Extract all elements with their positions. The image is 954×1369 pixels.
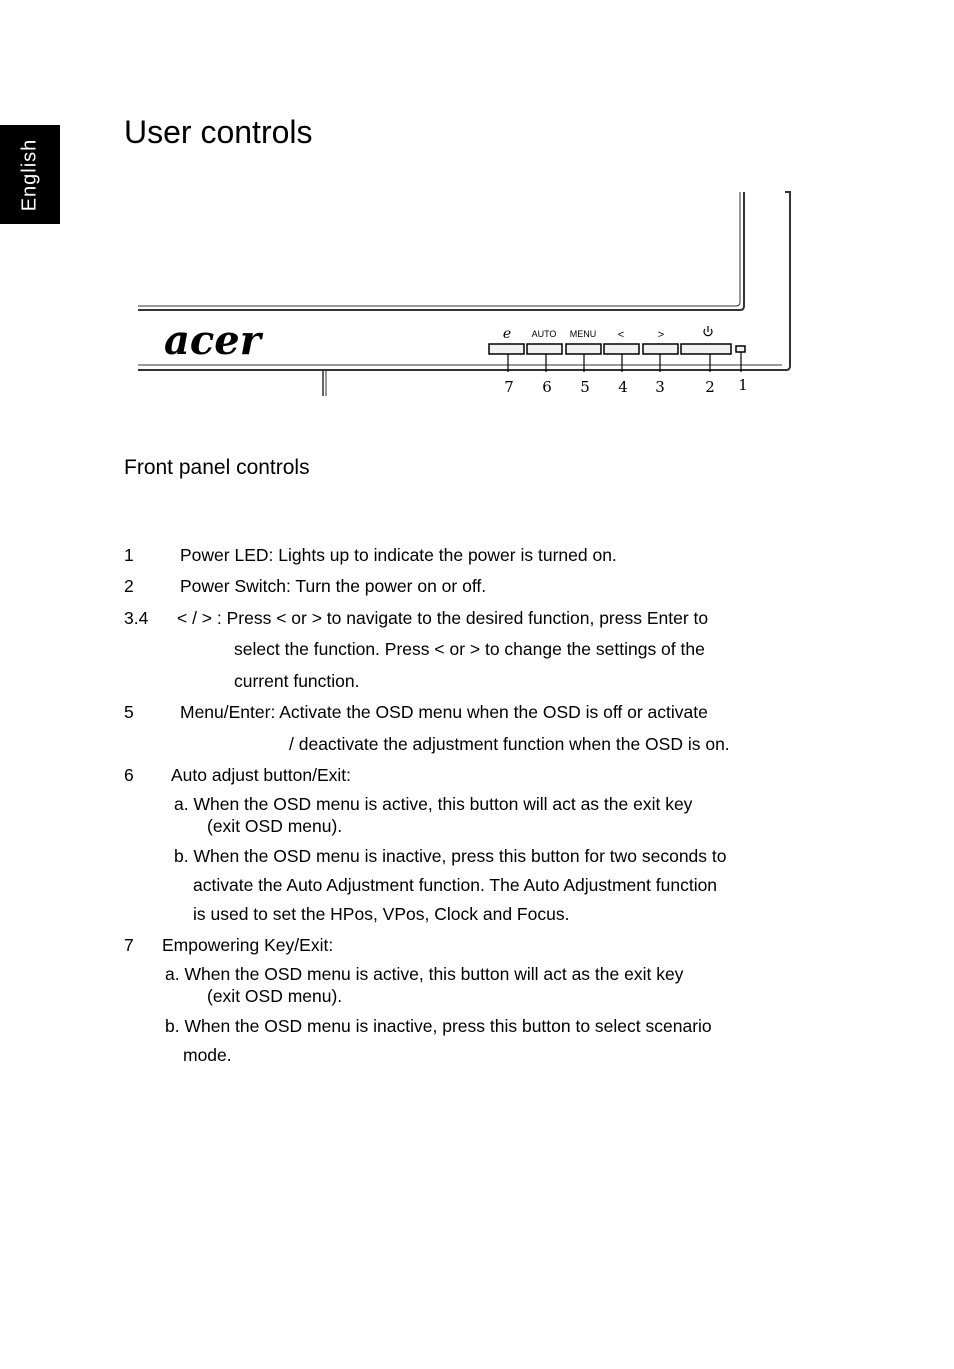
monitor-front-panel-diagram <box>130 188 800 400</box>
item-description: : Lights up to indicate the power is turned on. <box>268 545 617 565</box>
item-subpoint: activate the Auto Adjustment function. The Auto Adjustment function <box>193 875 718 895</box>
callout-1: 1 <box>738 376 748 394</box>
left-arrow-icon: < <box>617 329 625 341</box>
callout-7: 7 <box>504 378 514 396</box>
item-term: < / > <box>177 608 213 628</box>
item-subpoint: b. When the OSD menu is inactive, press this button to select scenario <box>165 1016 712 1036</box>
power-icon <box>704 326 712 336</box>
callout-2: 2 <box>705 378 715 396</box>
callout-3: 3 <box>655 378 665 396</box>
item-number: 2 <box>124 576 134 596</box>
item-number: 7 <box>124 935 134 955</box>
item-subpoint: is used to set the HPos, VPos, Clock and Focus. <box>193 904 570 924</box>
item-description: : Press < or > to navigate to the desired function, press Enter to <box>212 608 709 628</box>
menu-button <box>566 344 601 354</box>
page-title: User controls <box>124 114 313 150</box>
item-term: Menu/Enter <box>180 702 271 722</box>
item-description: : <box>328 935 334 955</box>
section-heading: Front panel controls <box>124 456 310 479</box>
callout-4: 4 <box>618 378 628 396</box>
item-subpoint: (exit OSD menu). <box>207 986 343 1006</box>
item-line <box>180 704 708 722</box>
e-icon: e <box>502 326 512 342</box>
item-line <box>171 767 351 785</box>
item-description-continued: current function. <box>234 671 360 691</box>
item-term: Power Switch <box>180 576 287 596</box>
callout-5: 5 <box>580 378 590 396</box>
item-subpoint: a. When the OSD menu is active, this button will act as the exit key <box>165 964 684 984</box>
left-button <box>604 344 639 354</box>
auto-icon: AUTO <box>531 329 557 339</box>
item-line <box>180 547 617 565</box>
item-description: : Turn the power on or off. <box>286 576 487 596</box>
item-number: 5 <box>124 702 134 722</box>
item-term: Empowering Key/Exit <box>162 935 329 955</box>
item-term: Auto adjust button/Exit <box>171 765 347 785</box>
item-description-continued: select the function. Press < or > to change the settings of the <box>234 639 705 659</box>
item-number: 3.4 <box>124 608 149 628</box>
language-tab <box>0 125 60 224</box>
item-number: 6 <box>124 765 134 785</box>
screen-inner-bezel <box>138 192 744 310</box>
power-led <box>736 346 745 352</box>
item-subpoint: mode. <box>183 1045 232 1065</box>
acer-logo: acer <box>164 317 261 364</box>
item-line <box>180 578 486 596</box>
item-term: Power LED <box>180 545 269 565</box>
item-number: 1 <box>124 545 134 565</box>
right-button <box>643 344 678 354</box>
empowering-button <box>489 344 524 354</box>
item-subpoint: a. When the OSD menu is active, this button will act as the exit key <box>174 794 693 814</box>
power-button <box>681 344 731 354</box>
callout-6: 6 <box>542 378 552 396</box>
item-description: : <box>346 765 351 785</box>
screen-bezel-edge <box>138 192 740 306</box>
language-tab-label: English <box>18 138 41 211</box>
item-description: : Activate the OSD menu when the OSD is off or activate <box>270 702 708 722</box>
item-line <box>162 937 333 955</box>
item-line <box>177 610 708 628</box>
right-arrow-icon: > <box>657 329 665 341</box>
auto-button <box>527 344 562 354</box>
item-subpoint: (exit OSD menu). <box>207 816 343 836</box>
menu-icon: MENU <box>569 329 597 339</box>
item-subpoint: b. When the OSD menu is inactive, press this button for two seconds to <box>174 846 727 866</box>
item-description-continued: / deactivate the adjustment function when the OSD is on. <box>289 734 730 754</box>
